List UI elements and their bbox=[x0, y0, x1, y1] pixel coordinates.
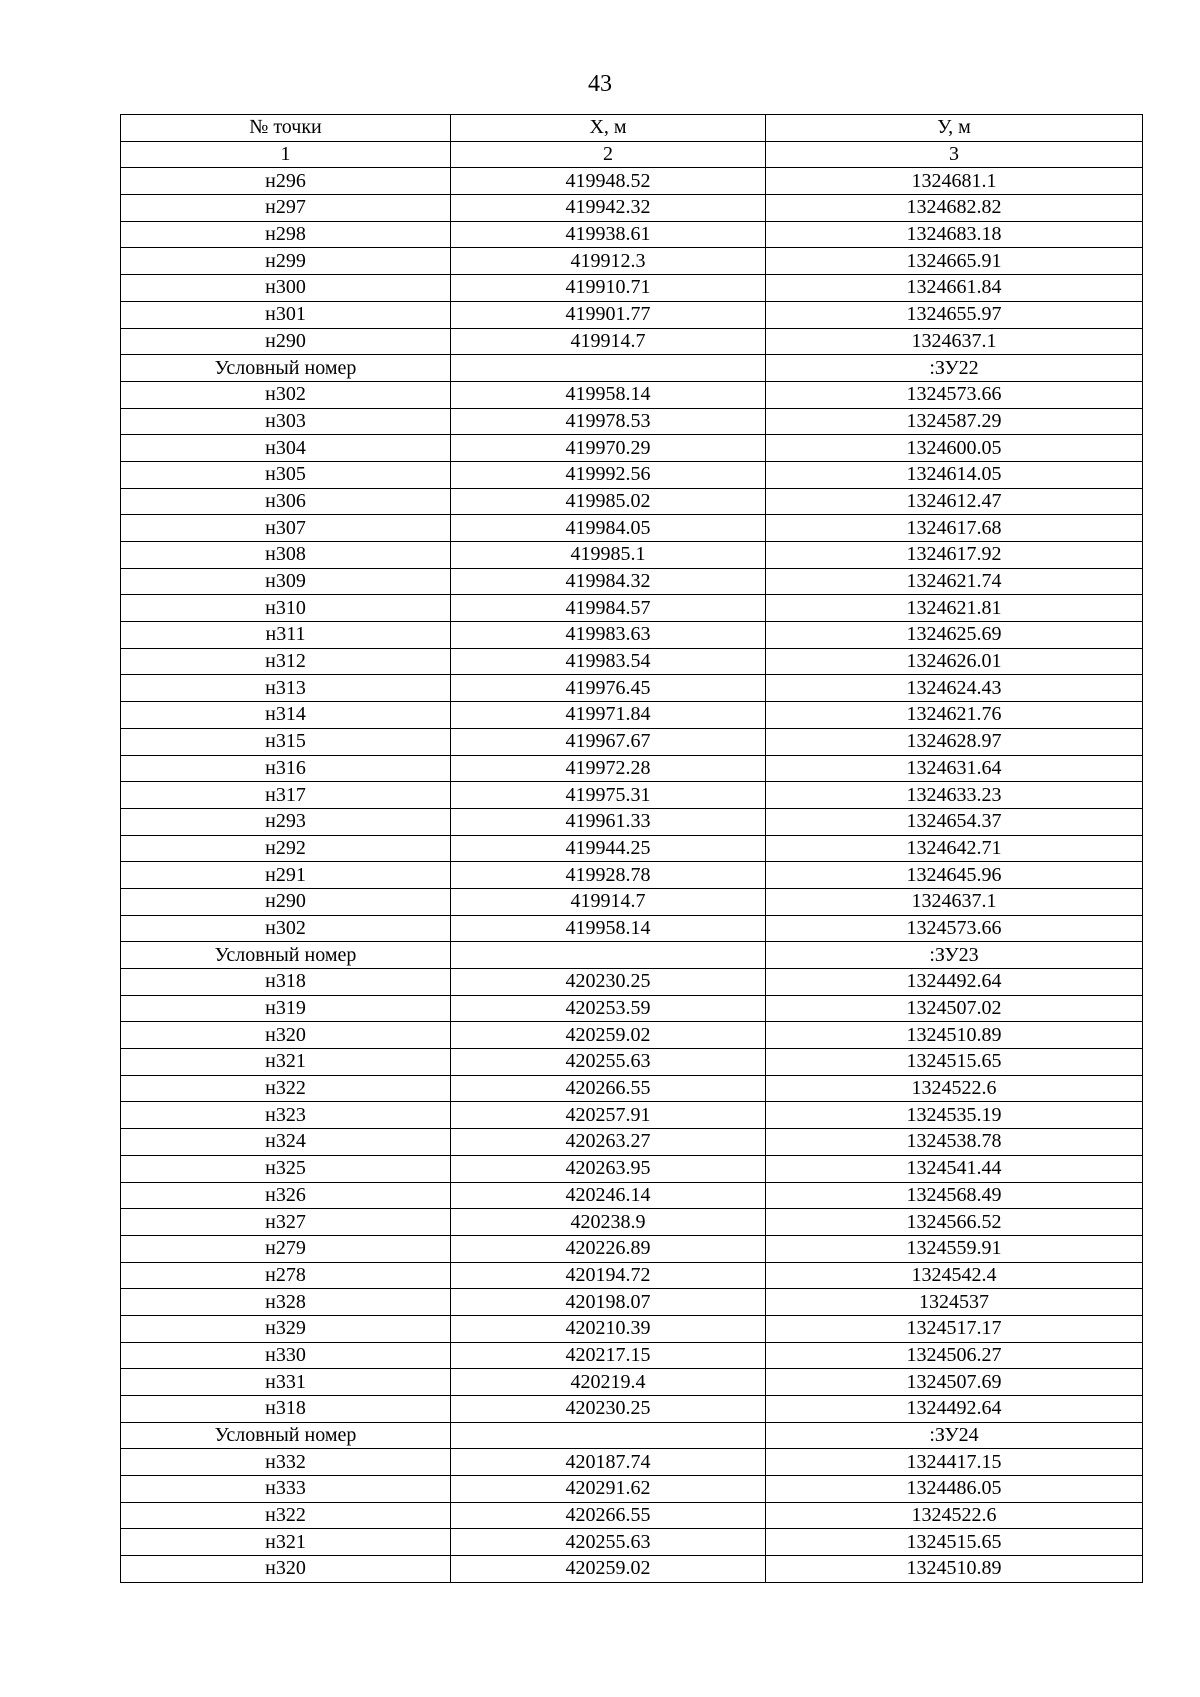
y-cell: 1324541.44 bbox=[766, 1155, 1143, 1182]
x-cell: 419983.54 bbox=[451, 648, 766, 675]
y-cell: 1324507.02 bbox=[766, 995, 1143, 1022]
x-cell: 420238.9 bbox=[451, 1209, 766, 1236]
point-cell: н305 bbox=[121, 461, 451, 488]
table-row bbox=[121, 888, 1143, 915]
y-cell: 1324612.47 bbox=[766, 488, 1143, 515]
table-row bbox=[121, 1235, 1143, 1262]
point-cell: н313 bbox=[121, 675, 451, 702]
y-cell: 1324522.6 bbox=[766, 1075, 1143, 1102]
table-row bbox=[121, 622, 1143, 649]
point-cell: н318 bbox=[121, 969, 451, 996]
x-cell: 420246.14 bbox=[451, 1182, 766, 1209]
table-row bbox=[121, 1315, 1143, 1342]
x-cell: 419983.63 bbox=[451, 622, 766, 649]
y-cell: 1324566.52 bbox=[766, 1209, 1143, 1236]
x-cell: 419970.29 bbox=[451, 435, 766, 462]
table-row bbox=[121, 728, 1143, 755]
y-cell: 1324654.37 bbox=[766, 808, 1143, 835]
table-row bbox=[121, 1209, 1143, 1236]
point-cell: н303 bbox=[121, 408, 451, 435]
point-cell: н320 bbox=[121, 1556, 451, 1583]
y-cell: 1324624.43 bbox=[766, 675, 1143, 702]
x-cell: 419942.32 bbox=[451, 195, 766, 222]
x-cell: 420259.02 bbox=[451, 1022, 766, 1049]
y-cell: 1324617.92 bbox=[766, 542, 1143, 569]
point-cell: н309 bbox=[121, 568, 451, 595]
x-cell: 419971.84 bbox=[451, 702, 766, 729]
y-cell: 1324631.64 bbox=[766, 755, 1143, 782]
x-cell: 419910.71 bbox=[451, 275, 766, 302]
x-cell: 419912.3 bbox=[451, 248, 766, 275]
x-cell bbox=[451, 355, 766, 382]
point-cell: н311 bbox=[121, 622, 451, 649]
x-cell bbox=[451, 1422, 766, 1449]
table-row bbox=[121, 488, 1143, 515]
x-cell: 419984.57 bbox=[451, 595, 766, 622]
table-row bbox=[121, 381, 1143, 408]
point-cell: н297 bbox=[121, 195, 451, 222]
point-cell: н304 bbox=[121, 435, 451, 462]
x-cell: 419992.56 bbox=[451, 461, 766, 488]
y-cell: 1324614.05 bbox=[766, 461, 1143, 488]
y-cell: 1324486.05 bbox=[766, 1476, 1143, 1503]
x-cell: 420263.27 bbox=[451, 1129, 766, 1156]
column-number-1: 1 bbox=[121, 141, 451, 168]
table-row bbox=[121, 808, 1143, 835]
section-label: Условный номер bbox=[121, 942, 451, 969]
point-cell: н314 bbox=[121, 702, 451, 729]
point-cell: н315 bbox=[121, 728, 451, 755]
x-cell: 420266.55 bbox=[451, 1075, 766, 1102]
y-cell: 1324682.82 bbox=[766, 195, 1143, 222]
y-cell: 1324626.01 bbox=[766, 648, 1143, 675]
y-cell: 1324542.4 bbox=[766, 1262, 1143, 1289]
y-cell: 1324637.1 bbox=[766, 888, 1143, 915]
table-row bbox=[121, 1529, 1143, 1556]
y-cell: 1324538.78 bbox=[766, 1129, 1143, 1156]
table-row bbox=[121, 675, 1143, 702]
table-row bbox=[121, 168, 1143, 195]
x-cell: 419985.1 bbox=[451, 542, 766, 569]
x-cell: 419984.32 bbox=[451, 568, 766, 595]
table-row bbox=[121, 461, 1143, 488]
y-cell: 1324492.64 bbox=[766, 1396, 1143, 1423]
header-x: Х, м bbox=[451, 115, 766, 142]
y-cell: 1324417.15 bbox=[766, 1449, 1143, 1476]
table-row bbox=[121, 1022, 1143, 1049]
point-cell: н333 bbox=[121, 1476, 451, 1503]
point-cell: н331 bbox=[121, 1369, 451, 1396]
point-cell: н318 bbox=[121, 1396, 451, 1423]
y-cell: 1324573.66 bbox=[766, 381, 1143, 408]
table-row bbox=[121, 1155, 1143, 1182]
section-row bbox=[121, 1422, 1143, 1449]
y-cell: 1324645.96 bbox=[766, 862, 1143, 889]
section-number: :ЗУ22 bbox=[766, 355, 1143, 382]
table-row bbox=[121, 328, 1143, 355]
page-number: 43 bbox=[588, 71, 612, 97]
y-cell: 1324681.1 bbox=[766, 168, 1143, 195]
table-row bbox=[121, 1049, 1143, 1076]
x-cell: 419975.31 bbox=[451, 782, 766, 809]
point-cell: н324 bbox=[121, 1129, 451, 1156]
point-cell: н278 bbox=[121, 1262, 451, 1289]
table-row bbox=[121, 275, 1143, 302]
y-cell: 1324600.05 bbox=[766, 435, 1143, 462]
x-cell: 419967.67 bbox=[451, 728, 766, 755]
y-cell: 1324628.97 bbox=[766, 728, 1143, 755]
y-cell: 1324568.49 bbox=[766, 1182, 1143, 1209]
x-cell: 420226.89 bbox=[451, 1235, 766, 1262]
section-label: Условный номер bbox=[121, 1422, 451, 1449]
table-row bbox=[121, 1129, 1143, 1156]
y-cell: 1324573.66 bbox=[766, 915, 1143, 942]
column-number-3: 3 bbox=[766, 141, 1143, 168]
x-cell: 419901.77 bbox=[451, 301, 766, 328]
x-cell: 420263.95 bbox=[451, 1155, 766, 1182]
point-cell: н332 bbox=[121, 1449, 451, 1476]
x-cell: 420198.07 bbox=[451, 1289, 766, 1316]
point-cell: н329 bbox=[121, 1315, 451, 1342]
section-row bbox=[121, 942, 1143, 969]
y-cell: 1324515.65 bbox=[766, 1529, 1143, 1556]
x-cell: 419976.45 bbox=[451, 675, 766, 702]
x-cell: 420266.55 bbox=[451, 1502, 766, 1529]
point-cell: н302 bbox=[121, 381, 451, 408]
table-row bbox=[121, 1262, 1143, 1289]
y-cell: 1324510.89 bbox=[766, 1556, 1143, 1583]
point-cell: н296 bbox=[121, 168, 451, 195]
point-cell: н298 bbox=[121, 221, 451, 248]
y-cell: 1324587.29 bbox=[766, 408, 1143, 435]
table-row bbox=[121, 1476, 1143, 1503]
table-row bbox=[121, 835, 1143, 862]
y-cell: 1324507.69 bbox=[766, 1369, 1143, 1396]
y-cell: 1324537 bbox=[766, 1289, 1143, 1316]
x-cell: 420291.62 bbox=[451, 1476, 766, 1503]
point-cell: н319 bbox=[121, 995, 451, 1022]
point-cell: н312 bbox=[121, 648, 451, 675]
x-cell: 420219.4 bbox=[451, 1369, 766, 1396]
x-cell: 420194.72 bbox=[451, 1262, 766, 1289]
table-row bbox=[121, 195, 1143, 222]
x-cell: 419928.78 bbox=[451, 862, 766, 889]
table-row bbox=[121, 995, 1143, 1022]
x-cell: 419944.25 bbox=[451, 835, 766, 862]
table-row bbox=[121, 1556, 1143, 1583]
point-cell: н299 bbox=[121, 248, 451, 275]
table-row bbox=[121, 1449, 1143, 1476]
point-cell: н290 bbox=[121, 328, 451, 355]
table-row bbox=[121, 408, 1143, 435]
point-cell: н326 bbox=[121, 1182, 451, 1209]
point-cell: н291 bbox=[121, 862, 451, 889]
y-cell: 1324559.91 bbox=[766, 1235, 1143, 1262]
y-cell: 1324535.19 bbox=[766, 1102, 1143, 1129]
y-cell: 1324625.69 bbox=[766, 622, 1143, 649]
x-cell: 419914.7 bbox=[451, 888, 766, 915]
x-cell: 420230.25 bbox=[451, 1396, 766, 1423]
x-cell: 420187.74 bbox=[451, 1449, 766, 1476]
y-cell: 1324510.89 bbox=[766, 1022, 1143, 1049]
y-cell: 1324633.23 bbox=[766, 782, 1143, 809]
table-row bbox=[121, 301, 1143, 328]
table-row bbox=[121, 702, 1143, 729]
x-cell: 420210.39 bbox=[451, 1315, 766, 1342]
y-cell: 1324665.91 bbox=[766, 248, 1143, 275]
y-cell: 1324621.76 bbox=[766, 702, 1143, 729]
table-row bbox=[121, 969, 1143, 996]
table-row bbox=[121, 648, 1143, 675]
point-cell: н317 bbox=[121, 782, 451, 809]
table-body bbox=[121, 115, 1143, 1583]
y-cell: 1324655.97 bbox=[766, 301, 1143, 328]
point-cell: н308 bbox=[121, 542, 451, 569]
y-cell: 1324515.65 bbox=[766, 1049, 1143, 1076]
point-cell: н293 bbox=[121, 808, 451, 835]
point-cell: н327 bbox=[121, 1209, 451, 1236]
x-cell: 420255.63 bbox=[451, 1049, 766, 1076]
point-cell: н321 bbox=[121, 1049, 451, 1076]
table-row bbox=[121, 515, 1143, 542]
y-cell: 1324683.18 bbox=[766, 221, 1143, 248]
section-number: :ЗУ23 bbox=[766, 942, 1143, 969]
point-cell: н306 bbox=[121, 488, 451, 515]
x-cell: 419985.02 bbox=[451, 488, 766, 515]
coordinates-table bbox=[120, 114, 1143, 1583]
section-label: Условный номер bbox=[121, 355, 451, 382]
y-cell: 1324506.27 bbox=[766, 1342, 1143, 1369]
point-cell: н325 bbox=[121, 1155, 451, 1182]
y-cell: 1324522.6 bbox=[766, 1502, 1143, 1529]
point-cell: н321 bbox=[121, 1529, 451, 1556]
x-cell: 420230.25 bbox=[451, 969, 766, 996]
x-cell bbox=[451, 942, 766, 969]
x-cell: 419961.33 bbox=[451, 808, 766, 835]
y-cell: 1324637.1 bbox=[766, 328, 1143, 355]
y-cell: 1324492.64 bbox=[766, 969, 1143, 996]
point-cell: н302 bbox=[121, 915, 451, 942]
table-row bbox=[121, 915, 1143, 942]
table-row bbox=[121, 1502, 1143, 1529]
point-cell: н301 bbox=[121, 301, 451, 328]
table-row bbox=[121, 1075, 1143, 1102]
point-cell: н307 bbox=[121, 515, 451, 542]
y-cell: 1324621.81 bbox=[766, 595, 1143, 622]
table-row bbox=[121, 595, 1143, 622]
point-cell: н292 bbox=[121, 835, 451, 862]
point-cell: н279 bbox=[121, 1235, 451, 1262]
point-cell: н328 bbox=[121, 1289, 451, 1316]
header-y: У, м bbox=[766, 115, 1143, 142]
x-cell: 419914.7 bbox=[451, 328, 766, 355]
point-cell: н290 bbox=[121, 888, 451, 915]
x-cell: 420259.02 bbox=[451, 1556, 766, 1583]
table-row bbox=[121, 862, 1143, 889]
point-cell: н310 bbox=[121, 595, 451, 622]
point-cell: н300 bbox=[121, 275, 451, 302]
table-row bbox=[121, 1182, 1143, 1209]
table-row bbox=[121, 221, 1143, 248]
x-cell: 419938.61 bbox=[451, 221, 766, 248]
header-point: № точки bbox=[121, 115, 451, 142]
x-cell: 419958.14 bbox=[451, 381, 766, 408]
table-row bbox=[121, 1342, 1143, 1369]
point-cell: н320 bbox=[121, 1022, 451, 1049]
x-cell: 419948.52 bbox=[451, 168, 766, 195]
x-cell: 420217.15 bbox=[451, 1342, 766, 1369]
x-cell: 419958.14 bbox=[451, 915, 766, 942]
table-row bbox=[121, 435, 1143, 462]
table-row bbox=[121, 568, 1143, 595]
table-row bbox=[121, 755, 1143, 782]
point-cell: н330 bbox=[121, 1342, 451, 1369]
y-cell: 1324621.74 bbox=[766, 568, 1143, 595]
section-number: :ЗУ24 bbox=[766, 1422, 1143, 1449]
y-cell: 1324617.68 bbox=[766, 515, 1143, 542]
x-cell: 419984.05 bbox=[451, 515, 766, 542]
point-cell: н316 bbox=[121, 755, 451, 782]
table-row bbox=[121, 1396, 1143, 1423]
column-number-2: 2 bbox=[451, 141, 766, 168]
point-cell: н322 bbox=[121, 1075, 451, 1102]
y-cell: 1324517.17 bbox=[766, 1315, 1143, 1342]
x-cell: 420253.59 bbox=[451, 995, 766, 1022]
x-cell: 419972.28 bbox=[451, 755, 766, 782]
x-cell: 419978.53 bbox=[451, 408, 766, 435]
column-numbers-row bbox=[121, 141, 1143, 168]
table-row bbox=[121, 248, 1143, 275]
table-header-row bbox=[121, 115, 1143, 142]
table-row bbox=[121, 542, 1143, 569]
y-cell: 1324661.84 bbox=[766, 275, 1143, 302]
y-cell: 1324642.71 bbox=[766, 835, 1143, 862]
table-row bbox=[121, 1102, 1143, 1129]
x-cell: 420255.63 bbox=[451, 1529, 766, 1556]
point-cell: н322 bbox=[121, 1502, 451, 1529]
table-row bbox=[121, 1289, 1143, 1316]
section-row bbox=[121, 355, 1143, 382]
point-cell: н323 bbox=[121, 1102, 451, 1129]
table-row bbox=[121, 1369, 1143, 1396]
x-cell: 420257.91 bbox=[451, 1102, 766, 1129]
table-row bbox=[121, 782, 1143, 809]
